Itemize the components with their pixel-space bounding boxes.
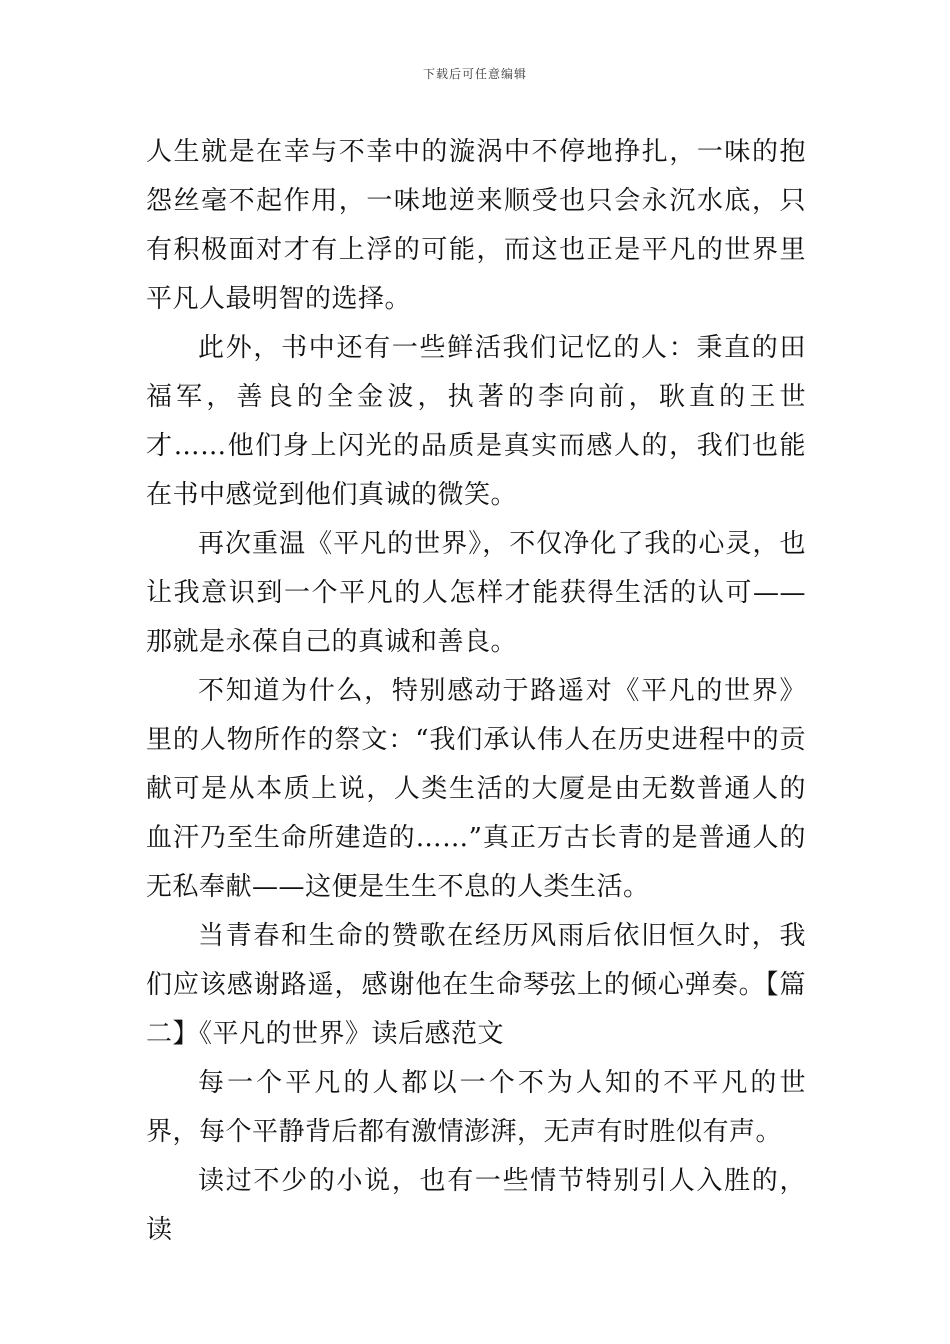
paragraph-5: 当青春和生命的赞歌在经历风雨后依旧恒久时，我们应该感谢路遥，感谢他在生命琴弦上的倾心弹奏。【篇二】《平凡的世界》读后感范文 xyxy=(146,921,806,1049)
page-header: 下载后可任意编辑 xyxy=(422,67,527,81)
paragraph-6: 每一个平凡的人都以一个不为人知的不平凡的世界，每个平静背后都有激情澎湃，无声有时胜似有声。 xyxy=(146,1068,806,1147)
paragraph-3: 再次重温《平凡的世界》，不仅净化了我的心灵，也让我意识到一个平凡的人怎样才能获得生活的认可——那就是永葆自己的真诚和善良。 xyxy=(146,529,806,657)
paragraph-7: 读过不少的小说，也有一些情节特别引人入胜的，读 xyxy=(146,1166,806,1245)
paragraph-1: 人生就是在幸与不幸中的漩涡中不停地挣扎，一味的抱怨丝毫不起作用，一味地逆来顺受也只会永沉水底，只有积极面对才有上浮的可能，而这也正是平凡的世界里平凡人最明智的选择。 xyxy=(146,137,806,314)
paragraph-4: 不知道为什么，特别感动于路遥对《平凡的世界》里的人物所作的祭文：“我们承认伟人在历史进程中的贡献可是从本质上说，人类生活的大厦是由无数普通人的血汗乃至生命所建造的……”真正万古长青的是普通人的无私奉献——这便是生生不息的人类生活。 xyxy=(146,676,806,902)
paragraph-2: 此外，书中还有一些鲜活我们记忆的人：秉直的田福军，善良的全金波，执著的李向前，耿直的王世才……他们身上闪光的品质是真实而感人的，我们也能在书中感觉到他们真诚的微笑。 xyxy=(146,333,806,510)
document-body xyxy=(146,128,806,1255)
